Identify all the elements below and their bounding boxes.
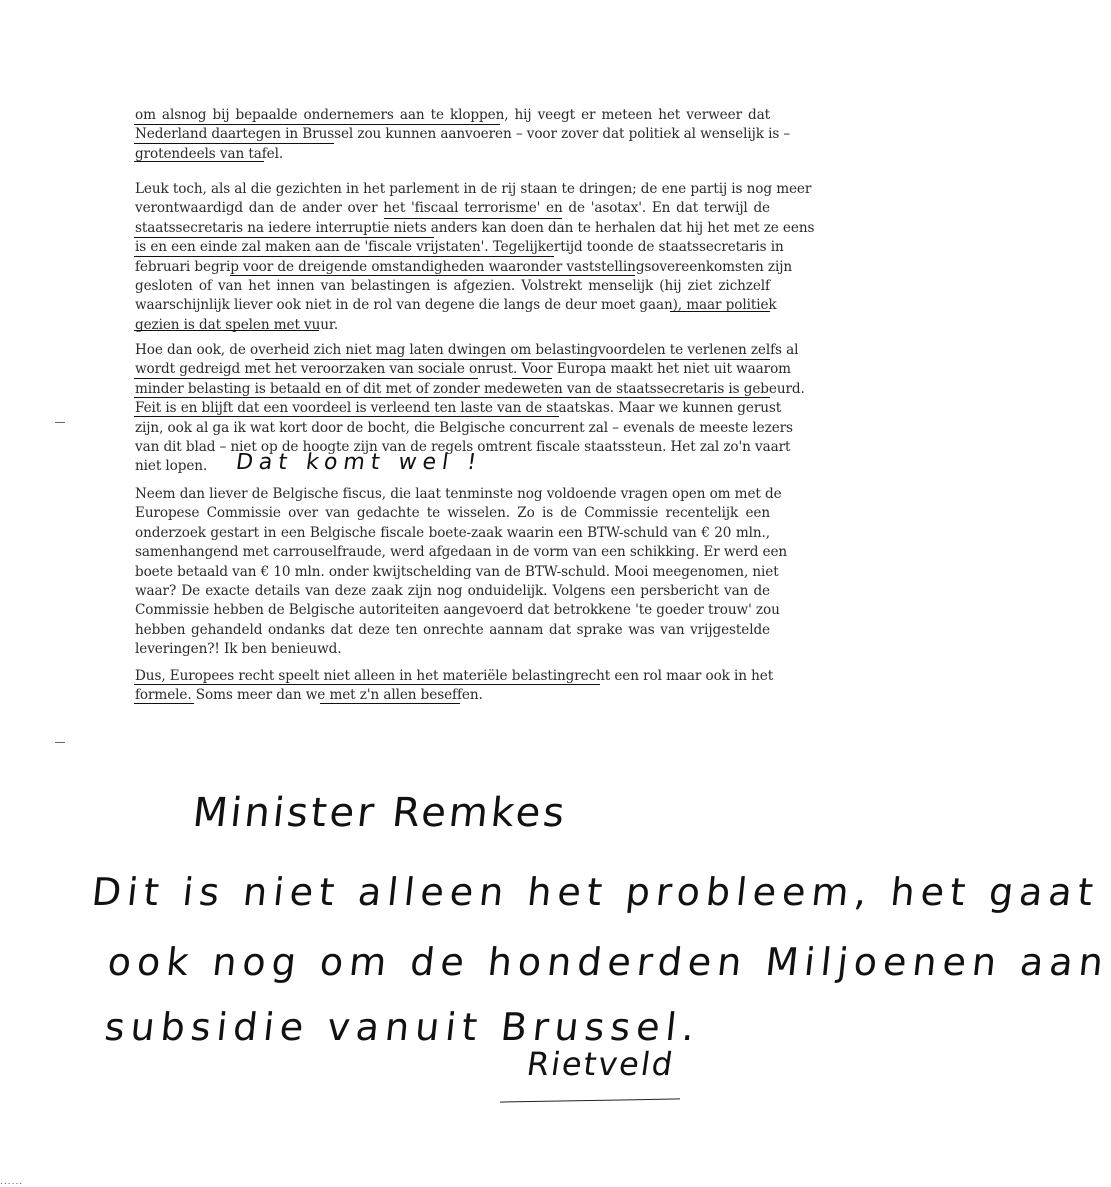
text-line: leveringen?! Ik ben benieuwd. bbox=[135, 641, 342, 658]
text-line: om alsnog bij bepaalde ondernemers aan te kloppen, hij veegt er meteen het verweer dat bbox=[135, 107, 770, 123]
handwritten-underline bbox=[134, 397, 770, 398]
text-line: grotendeels van tafel. bbox=[135, 145, 284, 162]
handwritten-note-line: subsidie vanuit Brussel. bbox=[102, 1005, 703, 1049]
paragraph-5 bbox=[135, 667, 774, 706]
text-line: Hoe dan ook, de overheid zich niet mag laten dwingen om belastingvoordelen te verlenen zelfs al bbox=[135, 342, 799, 358]
handwritten-underline bbox=[134, 416, 559, 417]
handwritten-signature: Rietveld bbox=[524, 1045, 677, 1083]
footer-dots: ...... bbox=[0, 1177, 24, 1187]
handwritten-underline bbox=[320, 703, 460, 704]
text-line: boete betaald van € 10 mln. onder kwijtschelding van de BTW-schuld. Mooi meegenomen, niet bbox=[135, 563, 779, 580]
text-line: zijn, ook al ga ik wat kort door de bocht, die Belgische concurrent zal – evenals de meeste lezers bbox=[135, 419, 793, 436]
text-line: Nederland daartegen in Brussel zou kunnen aanvoeren – voor zover dat politiek al wenselijk is – bbox=[135, 126, 791, 143]
handwritten-underline bbox=[670, 311, 770, 312]
signature-line bbox=[500, 1098, 680, 1102]
text-line: minder belasting is betaald en of dit met of zonder medeweten van de staatssecretaris is gebeurd. bbox=[135, 380, 805, 397]
handwritten-underline bbox=[134, 378, 478, 379]
text-line: is en een einde zal maken aan de 'fiscale vrijstaten'. Tegelijkertijd toonde de staatssecretaris in bbox=[135, 239, 784, 256]
text-line: formele. Soms meer dan we met z'n allen beseffen. bbox=[135, 687, 483, 704]
text-line: Europese Commissie over van gedachte te wisselen. Zo is de Commissie recentelijk een bbox=[135, 505, 770, 522]
paragraph-4 bbox=[135, 485, 788, 660]
handwritten-note-line: ook nog om de honderden Miljoenen aan bbox=[105, 940, 1111, 984]
text-line: van dit blad – niet op de hoogte zijn van de regels omtrent fiscale staatssteun. Het zal zo'n vaart bbox=[135, 439, 791, 456]
margin-mark bbox=[55, 742, 65, 743]
text-line: hebben gehandeld ondanks dat deze ten onrechte aannam dat sprake was van vrijgestelde bbox=[135, 621, 770, 638]
text-line: Neem dan liever de Belgische fiscus, die laat tenminste nog voldoende vragen open om met de bbox=[135, 486, 782, 502]
handwritten-underline bbox=[134, 256, 554, 257]
text-line: Commissie hebben de Belgische autoriteiten aangevoerd dat betrokkene 'te goeder trouw' zou bbox=[135, 602, 780, 619]
text-line: Dus, Europees recht speelt niet alleen in het materiële belastingrecht een rol maar ook in het bbox=[135, 668, 774, 684]
handwritten-underline bbox=[230, 275, 635, 276]
handwritten-addressee: Minister Remkes bbox=[190, 790, 570, 836]
text-line: samenhangend met carrouselfraude, werd afgedaan in de vorm van een schikking. Er werd een bbox=[135, 544, 788, 561]
text-line: Feit is en blijft dat een voordeel is verleend ten laste van de staatskas. Maar we kunnen gerust bbox=[135, 400, 782, 417]
text-line: wordt gedreigd met het veroorzaken van sociale onrust. Voor Europa maakt het niet uit waarom bbox=[135, 361, 791, 378]
handwritten-underline bbox=[134, 703, 194, 704]
text-line: niet lopen. bbox=[135, 458, 208, 475]
handwritten-underline bbox=[134, 161, 264, 162]
text-line: waar? De exacte details van deze zaak zijn nog onduidelijk. Volgens een persbericht van de bbox=[135, 583, 770, 600]
handwritten-inline-note: Dat komt wel ! bbox=[234, 450, 484, 475]
paragraph-1 bbox=[135, 106, 791, 164]
text-line: Leuk toch, als al die gezichten in het parlement in de rij staan te dringen; de ene partij is nog meer bbox=[135, 181, 812, 197]
handwritten-underline bbox=[134, 684, 600, 685]
handwritten-underline bbox=[255, 359, 770, 360]
text-line: verontwaardigd dan de ander over het 'fiscaal terrorisme' en de 'asotax'. En dat terwijl de bbox=[135, 200, 770, 217]
text-line: waarschijnlijk liever ook niet in de rol van degene die langs de deur moet gaan), maar politiek bbox=[135, 297, 777, 314]
handwritten-note-line: Dit is niet alleen het probleem, het gaat bbox=[89, 870, 1102, 914]
handwritten-underline bbox=[134, 237, 434, 238]
text-line: gezien is dat spelen met vuur. bbox=[135, 316, 339, 333]
text-line: staatssecretaris na iedere interruptie niets anders kan doen dan te herhalen dat hij het met ze eens bbox=[135, 219, 815, 236]
handwritten-underline bbox=[512, 378, 552, 379]
handwritten-underline bbox=[134, 124, 500, 125]
margin-mark bbox=[55, 422, 65, 423]
handwritten-underline bbox=[384, 218, 562, 219]
handwritten-underline bbox=[134, 143, 334, 144]
text-line: onderzoek gestart in een Belgische fiscale boete-zaak waarin een BTW-schuld van € 20 mln., bbox=[135, 524, 770, 541]
handwritten-underline bbox=[134, 330, 319, 331]
text-line: februari begrip voor de dreigende omstandigheden waaronder vaststellingsovereenkomsten zijn bbox=[135, 258, 792, 275]
text-line: gesloten of van het innen van belastingen is afgezien. Volstrekt menselijk (hij ziet zichzelf bbox=[135, 278, 770, 295]
